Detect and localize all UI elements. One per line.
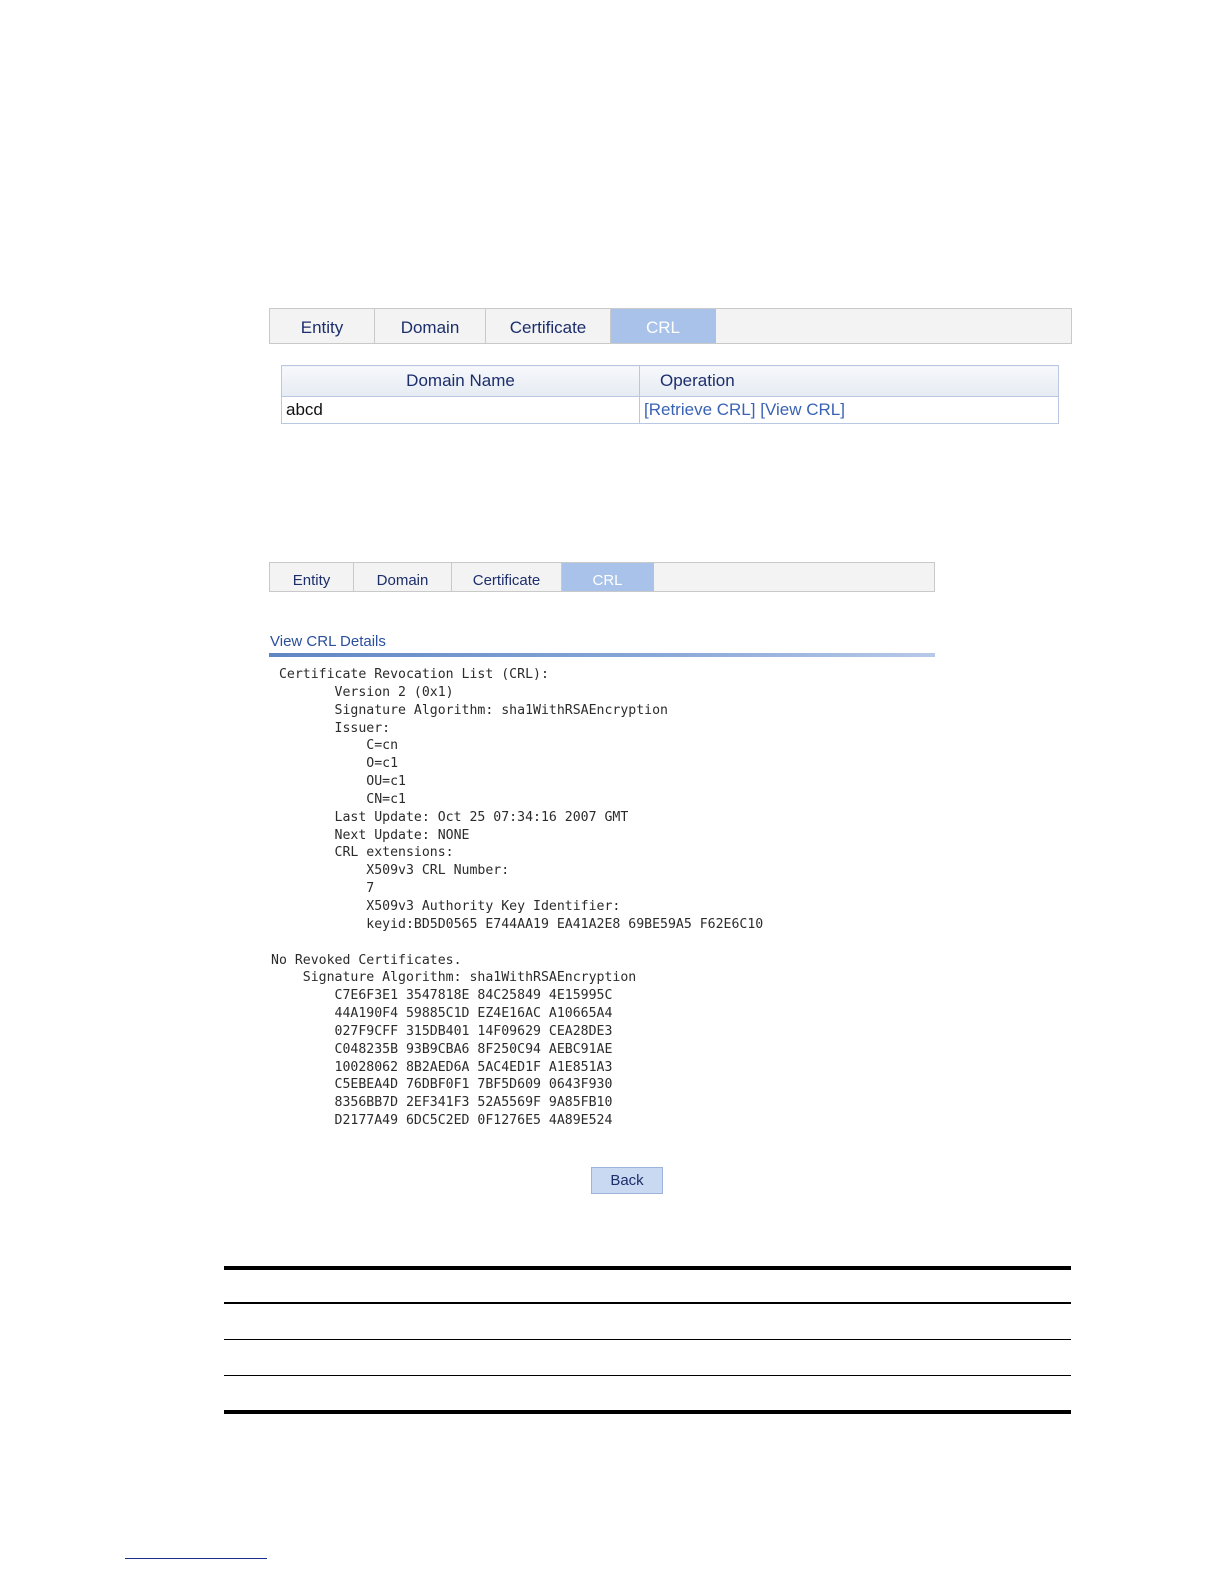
tab-crl[interactable]: CRL (562, 563, 654, 591)
view-crl-details-title: View CRL Details (270, 633, 386, 650)
tab-certificate[interactable]: Certificate (452, 563, 562, 591)
section-divider (269, 653, 935, 657)
tab-entity[interactable]: Entity (270, 309, 375, 343)
table-row-rule (224, 1375, 1071, 1376)
retrieve-crl-link[interactable]: [Retrieve CRL] (644, 400, 756, 419)
table-header-rule (224, 1302, 1071, 1304)
table-row (282, 397, 1059, 424)
tab-bar-crl-list (269, 308, 1072, 344)
tab-bar-crl-details (269, 562, 935, 592)
table-row-rule (224, 1339, 1071, 1340)
crl-domain-table (281, 365, 1059, 424)
tab-domain[interactable]: Domain (375, 309, 486, 343)
footnote-divider (125, 1558, 267, 1559)
tab-certificate[interactable]: Certificate (486, 309, 611, 343)
tab-domain[interactable]: Domain (354, 563, 452, 591)
column-header-domain-name: Domain Name (282, 366, 640, 397)
operation-cell (640, 397, 1059, 424)
table-bottom-rule (224, 1410, 1071, 1414)
crl-details-text: Certificate Revocation List (CRL): Version 2 (0x1) Signature Algorithm: sha1WithRSAEncryption Issuer: C=cn O=c1 OU=c1 CN=c1 Last Update: Oct 25 07:34:16 2007 GMT Next Update: NONE CRL extensions: X509v3 CRL Number: 7 X509v3 Authority Key Identifier: keyid:BD5D0565 E744AA19 EA41A2E8 69BE59A5 F62E6C10 No Revoked Certificates. Signature Algorithm: sha1WithRSAEncryption C7E6F3E1 3547818E 84C25849 4E15995C 44A190F4 59885C1D EZ4E16AC A10665A4 027F9CFF 315DB401 14F09629 CEA28DE3 C048235B 93B9CBA6 8F250C94 AEBC91AE 10028062 8B2AED6A 5AC4ED1F A1E851A3 C5EBEA4D 76DBF0F1 7BF5D609 0643F930 8356BB7D 2EF341F3 52A5569F 9A85FB10 D2177A49 6DC5C2ED 0F1276E5 4A89E524 (271, 667, 764, 1129)
tab-bar-filler (716, 309, 1071, 343)
column-header-operation: Operation (640, 366, 1059, 397)
tab-crl[interactable]: CRL (611, 309, 716, 343)
table-top-rule (224, 1266, 1071, 1270)
tab-bar-filler (654, 563, 934, 591)
view-crl-link[interactable]: [View CRL] (760, 400, 845, 419)
tab-entity[interactable]: Entity (270, 563, 354, 591)
back-button[interactable]: Back (591, 1167, 663, 1194)
table-header-row (282, 366, 1059, 397)
domain-name-cell: abcd (282, 397, 640, 424)
